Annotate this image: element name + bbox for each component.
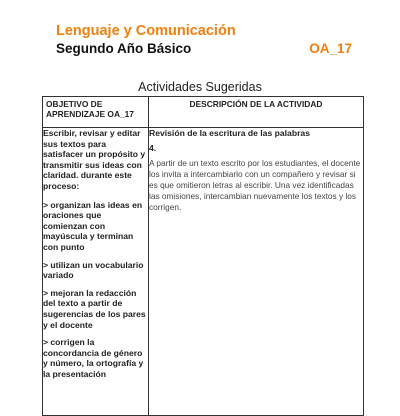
table-body-row: [43, 128, 364, 416]
activity-title: Revisión de la escritura de las palabras: [149, 128, 310, 138]
objective-code: OA_17: [309, 41, 352, 56]
subject-title: Lenguaje y Comunicación: [56, 23, 236, 39]
objective-item: > corrigen la concordancia de género y número, la ortografía y la presentación: [43, 337, 144, 379]
table-header-row: [43, 97, 364, 128]
objective-item: > utilizan un vocabulario variado: [43, 259, 144, 281]
section-title: Actividades Sugeridas: [138, 80, 262, 94]
objective-intro: Escribir, revisar y editar sus textos para satisfacer un propósito y transmitir sus ideas con claridad. durante este proceso:: [43, 128, 146, 191]
objective-cell: [43, 128, 149, 416]
description-cell: [149, 128, 364, 416]
activity-number: 4.: [149, 142, 157, 153]
activities-table: [42, 96, 364, 416]
document-header: [56, 22, 356, 58]
grade-row: [56, 40, 356, 58]
objective-item: > mejoran la redacción del texto a partir de sugerencias de los pares y el docente: [43, 287, 146, 330]
grade-label: Segundo Año Básico: [56, 41, 192, 56]
description-column-header: DESCRIPCIÓN DE LA ACTIVIDAD: [149, 97, 364, 128]
activity-text: A partir de un texto escrito por los estudiantes, el docente los invita a intercambiarlo con un compañero y revisar si es que omitieron letras al escribir. Una vez identificadas las omisiones, intercambian nuevamente los textos y los corrigen.: [149, 158, 361, 213]
objective-item: > organizan las ideas en oraciones que comienzan con mayúscula y terminan con punto: [43, 199, 143, 252]
objective-column-header: OBJETIVO DE APRENDIZAJE OA_17: [43, 97, 149, 128]
